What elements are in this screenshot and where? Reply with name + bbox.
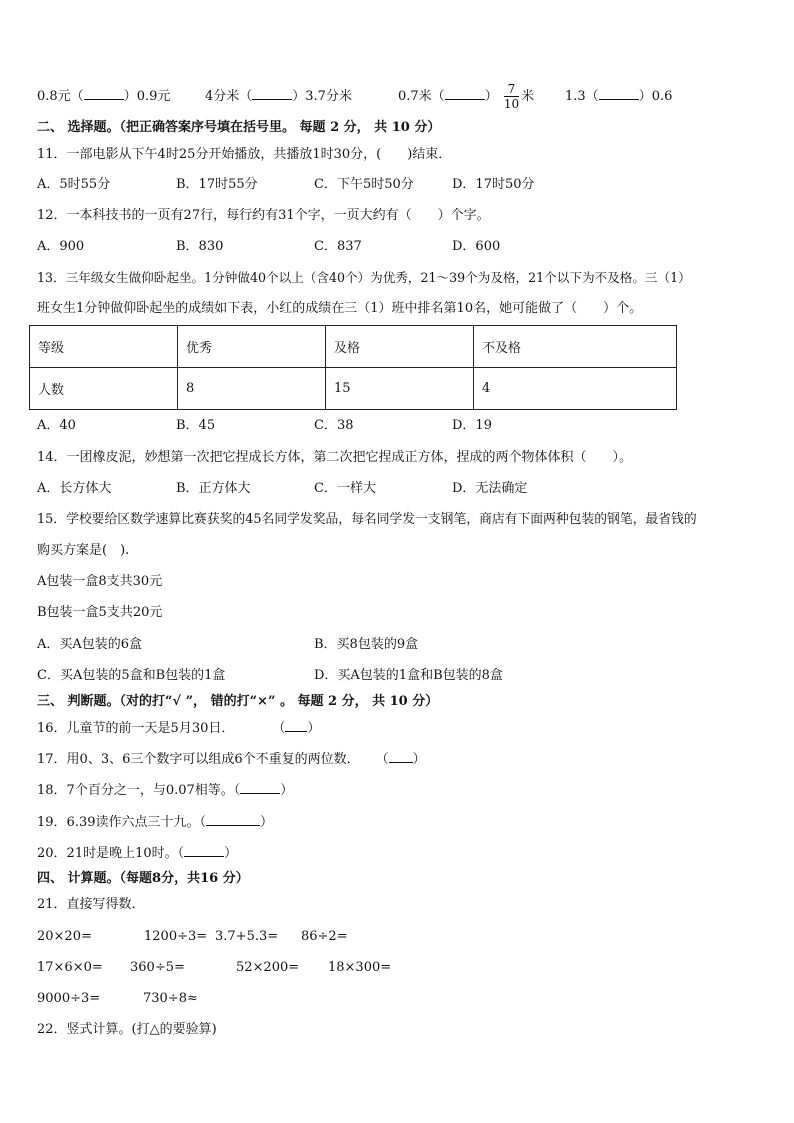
- q13-stem-line1: 13．三年级女生做仰卧起坐。1分钟做40个以上（含40个）为优秀，21～39个为及格，21个以下为不及格。三（1）: [37, 270, 691, 285]
- q20-text: 20．21时是晚上10时。: [37, 846, 178, 861]
- table-row: [30, 326, 677, 368]
- answer-blank[interactable]: [389, 762, 413, 763]
- q15-option-c[interactable]: C．买A包装的5盒和B包装的1盒: [37, 668, 226, 683]
- paren-right: ）: [224, 846, 238, 861]
- q19-text: 19．6.39读作六点三十九。: [37, 815, 200, 830]
- calc-item: 20×20=: [37, 929, 92, 944]
- compare-item-2: [205, 88, 352, 106]
- compare-2-right: ）3.7分米: [292, 89, 352, 104]
- q12-option-d[interactable]: D．600: [452, 239, 501, 254]
- table-header-cell: 优秀: [178, 326, 326, 368]
- q21-stem: 21．直接写得数．: [37, 897, 145, 912]
- q14-option-b[interactable]: B．正方体大: [176, 481, 251, 496]
- q14-stem: 14．一团橡皮泥，妙想第一次把它捏成长方体，第二次把它捏成正方体，捏成的两个物体体积（ ）。: [37, 450, 633, 465]
- q15-stem-line1: 15．学校要给区数学速算比赛获奖的45名同学发奖品，每名同学发一支钢笔，商店有下面两种包装的钢笔，最省钱的: [37, 512, 697, 527]
- answer-blank[interactable]: [84, 99, 124, 100]
- q14-option-c[interactable]: C．一样大: [314, 481, 376, 496]
- table-cell: 8: [178, 368, 326, 410]
- compare-2-left: 4分米（: [205, 89, 253, 104]
- calc-item: 52×200=: [236, 960, 300, 975]
- compare-item-3: [398, 82, 534, 111]
- paren-left: （: [233, 783, 241, 798]
- q15-pack-a: A包装一盒8支共30元: [37, 574, 163, 589]
- q12-option-c[interactable]: C．837: [314, 239, 362, 254]
- compare-item-4: [565, 88, 672, 106]
- q15-pack-b: B包装一盒5支共20元: [37, 605, 163, 620]
- q13-option-c[interactable]: C．38: [314, 418, 354, 433]
- q13-option-d[interactable]: D．19: [452, 418, 492, 433]
- calc-item: 3.7+5.3=: [215, 929, 279, 944]
- q18: [37, 782, 293, 800]
- q18-text: 18．7个百分之一，与0.07相等。: [37, 783, 234, 798]
- calc-item: 9000÷3=: [37, 991, 101, 1006]
- q19: [37, 814, 273, 832]
- q12-stem: 12．一本科技书的一页有27行，每行约有31个字，一页大约有（ ）个字。: [37, 208, 490, 223]
- q11-option-d[interactable]: D．17时50分: [452, 177, 535, 192]
- q11-option-c[interactable]: C．下午5时50分: [314, 177, 414, 192]
- q15-option-b[interactable]: B．买8包装的9盒: [314, 637, 419, 652]
- section-4-header: 四、 计算题。（每题8分，共16 分）: [37, 871, 249, 886]
- section-2-header: 二、 选择题。（把正确答案序号填在括号里。 每题 2 分， 共 10 分）: [37, 120, 441, 135]
- q11-option-a[interactable]: A．5时55分: [37, 177, 111, 192]
- paren-right: ）: [260, 815, 274, 830]
- fraction-numerator: 7: [504, 82, 519, 97]
- paren-left: （: [177, 846, 185, 861]
- paren-left: （: [199, 815, 207, 830]
- table-header-cell: 及格: [326, 326, 474, 368]
- compare-3-left: 0.7米（: [398, 89, 445, 104]
- q20: [37, 845, 237, 863]
- answer-blank[interactable]: [240, 793, 280, 794]
- calc-item: 86÷2=: [301, 929, 348, 944]
- grade-table: [29, 325, 677, 410]
- answer-blank[interactable]: [285, 731, 307, 732]
- q22-stem: 22．竖式计算。(打△的要验算): [37, 1022, 217, 1037]
- answer-blank[interactable]: [252, 99, 292, 100]
- calc-item: 17×6×0=: [37, 960, 103, 975]
- table-cell: 15: [326, 368, 474, 410]
- answer-blank[interactable]: [206, 825, 260, 826]
- q13-option-a[interactable]: A．40: [37, 418, 76, 433]
- q15-option-a[interactable]: A．买A包装的6盒: [37, 637, 143, 652]
- calc-item: 730÷8≈: [143, 991, 198, 1006]
- q13-stem-line2: 班女生1分钟做仰卧起坐的成绩如下表，小红的成绩在三（1）班中排名第10名，她可能做了（ ）个。: [37, 301, 643, 316]
- compare-4-right: ）0.6: [638, 89, 673, 104]
- q16-text: 16．儿童节的前一天是5月30日．: [37, 721, 235, 736]
- q13-option-b[interactable]: B．45: [176, 418, 216, 433]
- paren-right: ）: [280, 783, 294, 798]
- table-header-cell: 不及格: [474, 326, 677, 368]
- table-row: [30, 368, 677, 410]
- fraction-denominator: 10: [503, 97, 520, 111]
- q14-option-a[interactable]: A．长方体大: [37, 481, 112, 496]
- paren-left: （: [375, 752, 389, 767]
- compare-1-left: 0.8元（: [37, 89, 84, 104]
- q12-option-b[interactable]: B．830: [176, 239, 224, 254]
- section-3-header: 三、 判断题。（对的打“√ ”， 错的打“×” 。 每题 2 分， 共 10 分）: [37, 694, 439, 709]
- q17-text: 17．用0、3、6三个数字可以组成6个不重复的两位数．: [37, 752, 360, 767]
- calc-item: 18×300=: [328, 960, 392, 975]
- calc-item: 360÷5=: [130, 960, 185, 975]
- answer-blank[interactable]: [599, 99, 639, 100]
- compare-1-right: ）0.9元: [123, 89, 171, 104]
- paren-right: ）: [307, 721, 321, 736]
- compare-item-1: [37, 88, 170, 106]
- table-header-cell: 等级: [30, 326, 178, 368]
- calc-item: 1200÷3=: [144, 929, 208, 944]
- q17: [37, 751, 426, 769]
- q15-option-d[interactable]: D．买A包装的1盒和B包装的8盒: [314, 668, 503, 683]
- q15-stem-line2: 购买方案是( ).: [37, 543, 130, 558]
- q16: [37, 720, 320, 738]
- paren-left: （: [272, 721, 286, 736]
- table-cell: 4: [474, 368, 677, 410]
- answer-blank[interactable]: [184, 856, 224, 857]
- q14-option-d[interactable]: D．无法确定: [452, 481, 528, 496]
- q11-option-b[interactable]: B．17时55分: [176, 177, 258, 192]
- q12-option-a[interactable]: A．900: [37, 239, 85, 254]
- answer-blank[interactable]: [445, 99, 485, 100]
- table-cell: 人数: [30, 368, 178, 410]
- compare-3-right: ）: [484, 89, 498, 104]
- paren-right: ）: [412, 752, 426, 767]
- fraction-seven-tenths: [504, 82, 519, 111]
- compare-3-unit: 米: [521, 89, 535, 104]
- q11-stem: 11．一部电影从下午4时25分开始播放，共播放1时30分，( )结束．: [37, 147, 452, 162]
- compare-4-left: 1.3（: [565, 89, 599, 104]
